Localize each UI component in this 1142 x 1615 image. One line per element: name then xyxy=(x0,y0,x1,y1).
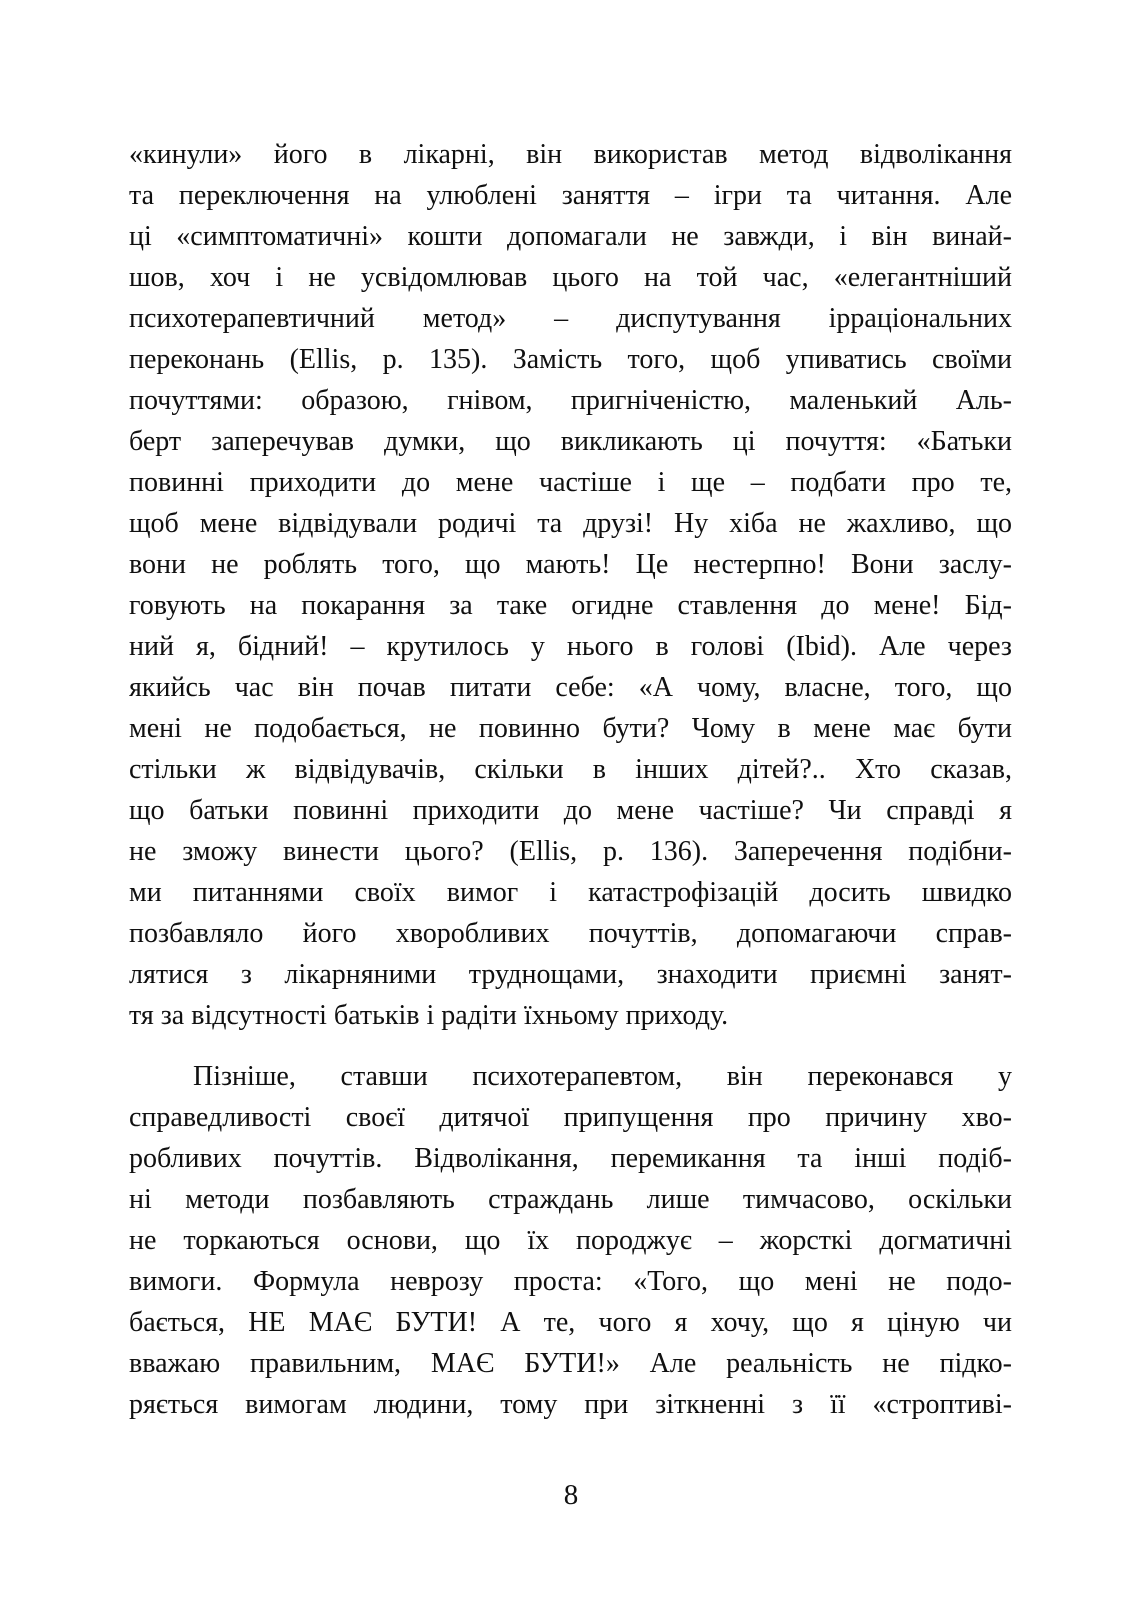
paragraph xyxy=(129,1056,1012,1425)
text-line: робливих почуттів. Відволікання, перемикання та інші подіб- xyxy=(129,1143,1012,1174)
page-number: 8 xyxy=(563,1479,579,1511)
text-line: берт заперечував думки, що викликають ці почуття: «Батьки xyxy=(129,426,1012,457)
text-line: позбавляло його хворобливих почуттів, допомагаючи справ- xyxy=(129,918,1012,949)
text-line: повинні приходити до мене частіше і ще – подбати про те, xyxy=(129,467,1012,498)
text-line: не торкаються основи, що їх породжує – жорсткі догматичні xyxy=(129,1225,1012,1256)
text-line: справедливості своєї дитячої припущення про причину хво- xyxy=(129,1102,1012,1133)
text-line: мені не подобається, не повинно бути? Чому в мене має бути xyxy=(129,713,1012,744)
text-line: щоб мене відвідували родичі та друзі! Ну хіба не жахливо, що xyxy=(129,508,1012,539)
text-line: що батьки повинні приходити до мене частіше? Чи справді я xyxy=(129,795,1012,826)
body-text xyxy=(129,134,1012,1425)
text-line: вимоги. Формула неврозу проста: «Того, що мені не подо- xyxy=(129,1266,1012,1297)
text-line: та переключення на улюблені заняття – ігри та читання. Але xyxy=(129,180,1012,211)
text-line: Пізніше, ставши психотерапевтом, він переконався у xyxy=(193,1061,1012,1092)
text-line: говують на покарання за таке огидне ставлення до мене! Бід- xyxy=(129,590,1012,621)
text-line: лятися з лікарняними труднощами, знаходити приємні занят- xyxy=(129,959,1012,990)
text-line: не зможу винести цього? (Ellis, p. 136). Заперечення подібни- xyxy=(129,836,1012,867)
text-line: стільки ж відвідувачів, скільки в інших дітей?.. Хто сказав, xyxy=(129,754,1012,785)
text-line: вони не роблять того, що мають! Це нестерпно! Вони заслу- xyxy=(129,549,1012,580)
text-line: якийсь час він почав питати себе: «А чому, власне, того, що xyxy=(129,672,1012,703)
text-line: бається, НЕ МАЄ БУТИ! А те, чого я хочу, що я ціную чи xyxy=(129,1307,1012,1338)
text-line: психотерапевтичний метод» – диспутування ірраціональних xyxy=(129,303,1012,334)
text-line: «кинули» його в лікарні, він використав метод відволікання xyxy=(129,139,1012,170)
paragraph xyxy=(129,134,1012,1036)
text-line: ми питаннями своїх вимог і катастрофізацій досить швидко xyxy=(129,877,1012,908)
text-line: переконань (Ellis, p. 135). Замість того, щоб упиватись своїми xyxy=(129,344,1012,375)
text-line: вважаю правильним, МАЄ БУТИ!» Але реальність не підко- xyxy=(129,1348,1012,1379)
text-line: ний я, бідний! – крутилось у нього в голові (Ibid). Але через xyxy=(129,631,1012,662)
text-line: ні методи позбавляють страждань лише тимчасово, оскільки xyxy=(129,1184,1012,1215)
text-line: тя за відсутності батьків і радіти їхньому приходу. xyxy=(129,1000,729,1031)
text-line: ряється вимогам людини, тому при зіткненні з її «строптиві- xyxy=(129,1389,1012,1420)
text-line: ці «симптоматичні» кошти допомагали не завжди, і він винай- xyxy=(129,221,1012,252)
text-line: почуттями: образою, гнівом, пригніченістю, маленький Аль- xyxy=(129,385,1012,416)
text-line: шов, хоч і не усвідомлював цього на той час, «елегантніший xyxy=(129,262,1012,293)
